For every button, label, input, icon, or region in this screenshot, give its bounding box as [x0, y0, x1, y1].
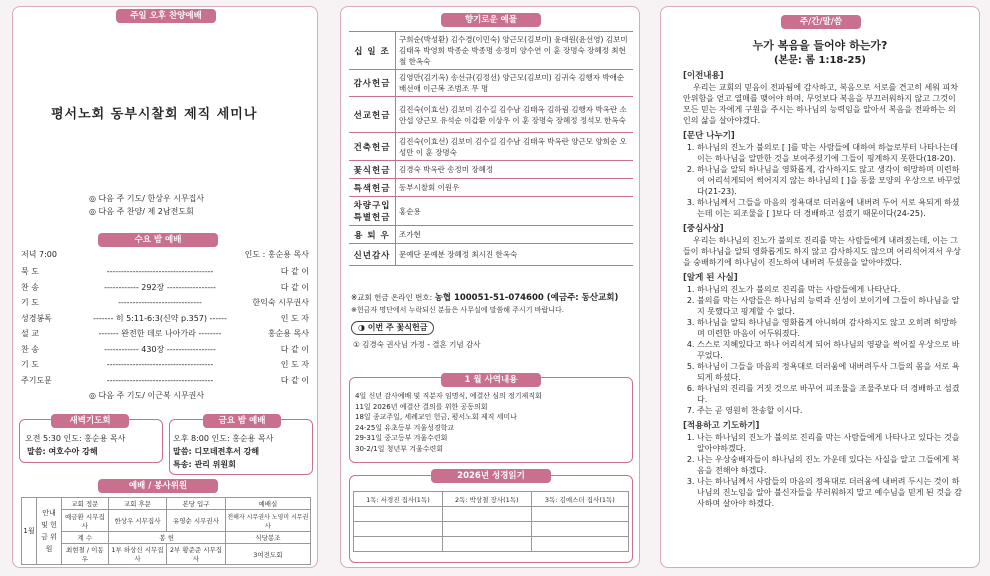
fact-item: 5. 하나님이 그들을 마음의 정욕대로 더러움에 내버려두사 그들의 몸을 서로 욕되게 하셨다.: [697, 361, 963, 383]
offering-type: 건축헌금: [349, 133, 396, 161]
offering-names: 문예단 문예분 장혜정 최시진 한옥숙: [396, 244, 634, 266]
offering-row: [349, 32, 633, 70]
offering-names: 김진숙(이효선) 김보미 김수길 김수남 김태옥 박옥란 양근모 양희순 오성만 이 훈 장명숙: [396, 133, 634, 161]
central-text: 우리는 하나님의 진노가 불의로 진리를 막는 사람들에게 내려졌는데, 이는 그들이 하나님을 알되 영화롭게도 하지 않고 감사하지도 않으며 어리석어져서 우상을 숭배하기에 하나님이 진노하여 내버려 두셨음을 알아야겠다.: [683, 236, 961, 267]
bank-label: ※교회 헌금 온라인 번호:: [351, 293, 435, 302]
facts-list: [683, 284, 963, 416]
fact-item: 3. 하나님을 알되 하나님을 영화롭게 아니하며 감사하지도 않고 오히려 허망하며 미련한 마음이 어두워졌다.: [697, 317, 963, 339]
dawn-line2: 말씀: 여호수아 강해: [27, 447, 98, 456]
order-detail: ------- 히 5:11-6:3(신약 p.357) ------: [93, 313, 227, 323]
bible-cell: [442, 522, 531, 537]
vol-r1-1: 한상우 시무집사: [108, 510, 167, 532]
offering-type: 감사헌금: [349, 70, 396, 97]
vol-h2-0: 계 수: [62, 532, 109, 544]
order-row: [21, 343, 309, 357]
offerings-table: [349, 31, 633, 266]
volunteer-month: 1월: [22, 498, 37, 565]
volunteer-table: [21, 497, 311, 565]
offering-row: [349, 244, 633, 266]
apply-list: [683, 432, 963, 509]
fact-item: 2. 불의를 막는 사람들은 하나님의 능력과 신성이 보이기에 그들이 하나님을 알지 못했다고 핑계할 수 없다.: [697, 295, 963, 317]
bible-cell: [531, 537, 628, 552]
offering-type: 선교헌금: [349, 97, 396, 133]
fact-item: 6. 하나님의 진리를 거짓 것으로 바꾸어 피조물을 조물주보다 더 경배하고 섬겼다.: [697, 383, 963, 405]
order-person: 다 같 이: [280, 344, 309, 354]
order-row: [21, 312, 309, 326]
offering-names: 김경숙 박옥란 송정미 장혜정: [396, 161, 634, 179]
offering-note: ※헌금자 명단에서 누락되신 분들은 사무실에 말씀해 주시기 바랍니다.: [351, 306, 565, 314]
january-item: 4일 신년 감사예배 및 직분자 임명식, 예결산 심의 정기제직회: [355, 392, 542, 400]
order-row: [21, 265, 309, 279]
sermon-body: [683, 71, 963, 509]
seminar-title: 평서노회 동부시찰회 제직 세미나: [51, 107, 258, 122]
wednesday-time: 저녁 7:00: [21, 250, 57, 259]
order-person: 다 같 이: [280, 375, 309, 385]
january-item: 24-25일 유초등부 겨울성경학교: [355, 423, 455, 432]
bible-cell: [354, 507, 443, 522]
offering-names: 구희순(박성환) 김수경(이민숙) 양근모(김보미) 윤대원(윤선영) 김보미 김태옥 박영희 박종순 박종명 송정미 양수연 이 훈 장명숙 장혜정 최현철 한옥숙: [396, 32, 634, 70]
january-item: 30-2/1일 청년부 겨울수련회: [355, 444, 444, 453]
bible-col-1: 1독: 서경진 집사(1독): [354, 492, 443, 507]
order-detail: -------------------------------------: [106, 360, 214, 369]
bible-cell: [354, 537, 443, 552]
fact-item: 1. 하나님의 진노가 불의로 진리를 막는 사람들에게 나타난다.: [697, 284, 963, 295]
bank-number: 농협 100051-51-074600 (예금주: 동산교회): [434, 293, 619, 303]
order-item: 찬 송: [21, 282, 39, 292]
order-person: 인 도 자: [280, 360, 309, 369]
vol-r2-2: 2부 황준준 시무집사: [167, 544, 226, 565]
central-heading: [중심사상]: [683, 224, 724, 234]
order-detail: ------- 완전한 데로 나아가라 --------: [98, 329, 222, 338]
panel-offerings: [340, 6, 640, 568]
order-row: [21, 374, 309, 388]
vol-r2-3: 3여전도회: [225, 544, 310, 565]
bible-table: [353, 491, 629, 552]
vol-h1-1: 교회 후문: [108, 498, 167, 510]
offering-row: [349, 197, 633, 226]
offering-row: [349, 179, 633, 197]
sermon-title: 누가 복음을 들어야 하는가?: [752, 39, 888, 52]
division-item: 1. 하나님의 진노가 불의로 [ ]를 막는 사람들에 대하여 하늘로부터 나타나는데 이는 하나님을 알만한 것을 보여주셨기에 그들이 핑계하지 못한다(18-20).: [697, 142, 963, 164]
order-person: 다 같 이: [280, 267, 309, 276]
volunteer-side: 안내 및 헌금 위원: [37, 498, 62, 565]
order-item: 찬 송: [21, 344, 39, 354]
vol-h1-2: 본당 입구: [167, 498, 226, 510]
bible-cell: [531, 507, 628, 522]
intro-heading: [이전내용]: [683, 71, 724, 81]
bible-col-3: 3독: 김애스더 집사(1독): [531, 492, 628, 507]
division-heading: [문단 나누기]: [683, 131, 735, 141]
order-item: 묵 도: [21, 267, 39, 276]
vol-r1-3: 전해자 시무권사 노영미 시무권사: [225, 510, 310, 532]
apply-item: 3. 나는 하나님께서 사람들의 마음의 정욕대로 더러움에 내버려 두시는 것이 하나님의 진노임을 알아 불신자들을 부러워하지 말고 예수님을 믿게 된 것을 감사하며 살아야 하겠다.: [697, 476, 963, 509]
sermon-ref: (본문: 롬 1:18-25): [773, 55, 867, 66]
vol-h1-3: 예배실: [225, 498, 310, 510]
order-item: 기 도: [21, 298, 39, 307]
afternoon-header: 주일 오후 찬양예배: [116, 9, 216, 23]
offering-names: 동부시찰회 이원우: [396, 179, 634, 197]
offering-row: [349, 226, 633, 244]
order-item: 설 교: [21, 329, 39, 338]
january-item: 18일 종교주일, 세례교인 헌금, 평서노회 제직 세미나: [355, 413, 517, 421]
order-row: [21, 358, 309, 372]
fact-item: 7. 주는 곧 영원히 찬송할 이시다.: [697, 405, 963, 416]
order-row: [21, 327, 309, 341]
order-person: 다 같 이: [280, 282, 309, 292]
volunteer-header: 예배 / 봉사위원: [98, 479, 218, 493]
offering-type: 차량구입 특별헌금: [349, 197, 396, 226]
order-row: [21, 296, 309, 310]
vol-h2-2: 식당봉조: [225, 532, 310, 544]
bank-line: [351, 291, 618, 303]
vol-r2-0: 최현철 / 이동우: [62, 544, 109, 565]
friday-header: 금요 밤 예배: [203, 414, 281, 428]
offering-names: 김진숙(이효선) 김보미 김수길 김수남 김태옥 김하림 김행자 박옥란 소안섭 양근모 유석순 이갑환 이상우 이 훈 장명숙 장혜정 정석모 한옥숙: [396, 97, 634, 133]
next-praise: ◎ 다음 주 찬양/ 제 2남전도회: [89, 207, 194, 216]
order-item: 주기도문: [21, 375, 52, 385]
offering-names: 김영만(김기옥) 송선규(김정선) 양근모(김보미) 김귀숙 김행자 박애순 배선애 이근복 조범조 무 명: [396, 70, 634, 97]
bible-cell: [442, 537, 531, 552]
offering-type: 신년감사: [349, 244, 396, 266]
intro-text: 우리는 교회의 믿음이 전파됨에 감사하고, 복음으로 서로를 견고히 세워 피차 안위함을 얻고 열매를 맺어야 하며, 무엇보다 복음을 부끄러워하지 않고 그것이 모든 믿는 자에게 구원을 주시는 하나님의 능력임을 알아서 복음을 전파하는 의인의 삶을 살아야겠다.: [683, 83, 958, 125]
vol-h2-1: 봉 헌: [108, 532, 225, 544]
friday-line1: 오후 8:00 인도: 홍순용 목사: [173, 434, 274, 443]
bible-cell: [442, 507, 531, 522]
division-item: 3. 하나님께서 그들을 마음의 정욕대로 더러움에 내버려 두어 서로 욕되게 하셨는데 이는 피조물을 [ ]보다 더 경배하고 섬겼기 때문이다(24-25).: [697, 197, 963, 219]
vol-r2-1: 1부 하상신 시무집사: [108, 544, 167, 565]
january-item: 11일 2026년 예결산 결의를 위한 공동의회: [355, 402, 488, 411]
apply-heading: [적용하고 기도하기]: [683, 421, 760, 431]
vol-h1-0: 교회 정문: [62, 498, 109, 510]
offering-type: 꽃식헌금: [349, 161, 396, 179]
order-detail: -------------------------------------: [106, 267, 214, 276]
order-row: [21, 281, 309, 295]
order-item: 기 도: [21, 360, 39, 369]
january-list: [355, 391, 542, 454]
order-detail: ------------ 292장 -----------------: [104, 282, 216, 292]
facts-heading: [알게 된 사실]: [683, 273, 738, 283]
sermon-header: 주/간/말/씀: [781, 15, 861, 29]
offering-type: 용 퇴 우: [349, 226, 396, 244]
offerings-header: 향기로운 예물: [441, 13, 541, 27]
order-person: 한익숙 시무권사: [252, 298, 309, 307]
panel-services: [12, 6, 318, 568]
dawn-line1: 오전 5:30 인도: 홍순용 목사: [25, 434, 126, 443]
offering-type: 십 일 조: [349, 32, 396, 70]
january-header: 1 월 사역내용: [441, 373, 541, 387]
wednesday-next-prayer: ◎ 다음 주 기도/ 이근복 시무권사: [89, 391, 205, 400]
offering-row: [349, 161, 633, 179]
offering-names: 홍순용: [396, 197, 634, 226]
dawn-header: 새벽기도회: [51, 414, 129, 428]
flower-offering-pill: ◑ 이번 주 꽃식헌금: [351, 321, 434, 335]
offering-row: [349, 97, 633, 133]
offering-row: [349, 133, 633, 161]
flower-offering-line: ① 김경숙 권사님 가정 - 결혼 기념 감사: [353, 340, 481, 349]
january-item: 29-31일 중고등부 겨울수련회: [355, 434, 448, 442]
wednesday-header: 수요 밤 예배: [98, 233, 218, 247]
vol-r1-0: 예금환 시무집사: [62, 510, 109, 532]
vol-r1-2: 유영순 시무권사: [167, 510, 226, 532]
order-person: 홍순용 목사: [267, 329, 309, 338]
apply-item: 2. 나는 우상숭배자들이 하나님의 진노 가운데 있다는 사실을 알고 그들에게 복음을 전해야 하겠다.: [697, 454, 963, 476]
friday-line2: 말씀: 디모데전후서 강해: [173, 447, 260, 456]
offering-type: 특색헌금: [349, 179, 396, 197]
order-person: 인 도 자: [280, 313, 309, 323]
offering-names: 조가현: [396, 226, 634, 244]
order-detail: ------------ 430장 -----------------: [104, 344, 216, 354]
order-detail: -------------------------------------: [106, 375, 214, 385]
panel-sermon: [660, 6, 980, 568]
bible-cell: [531, 522, 628, 537]
order-item: 성경봉독: [21, 313, 52, 323]
division-item: 2. 하나님을 알되 하나님을 영화롭게, 감사하지도 않고 생각이 허망하며 미련하여 어리석게되어 썩어지지 않는 하나님의 [ ]을 동물 모양의 우상으로 바꾸었다(21-23).: [697, 164, 963, 197]
bible-header: 2026년 성경읽기: [431, 469, 551, 483]
bible-col-2: 2독: 박상철 장사(1독): [442, 492, 531, 507]
order-detail: -----------------------------: [118, 298, 202, 307]
next-prayer: ◎ 다음 주 기도/ 한상우 시무집사: [89, 194, 205, 203]
apply-item: 1. 나는 하나님의 진노가 불의로 진리를 막는 사람들에게 나타나고 있다는 것을 알아야하겠다.: [697, 432, 963, 454]
division-list: [683, 142, 963, 219]
wednesday-leader: 인도 : 홍순용 목사: [244, 250, 309, 259]
bible-cell: [354, 522, 443, 537]
fact-item: 4. 스스로 지혜있다고 하나 어리석게 되어 하나님의 영광을 썩어질 우상으로 바꾸었다.: [697, 339, 963, 361]
offering-row: [349, 70, 633, 97]
friday-line3: 특송: 관리 위원회: [173, 460, 236, 469]
